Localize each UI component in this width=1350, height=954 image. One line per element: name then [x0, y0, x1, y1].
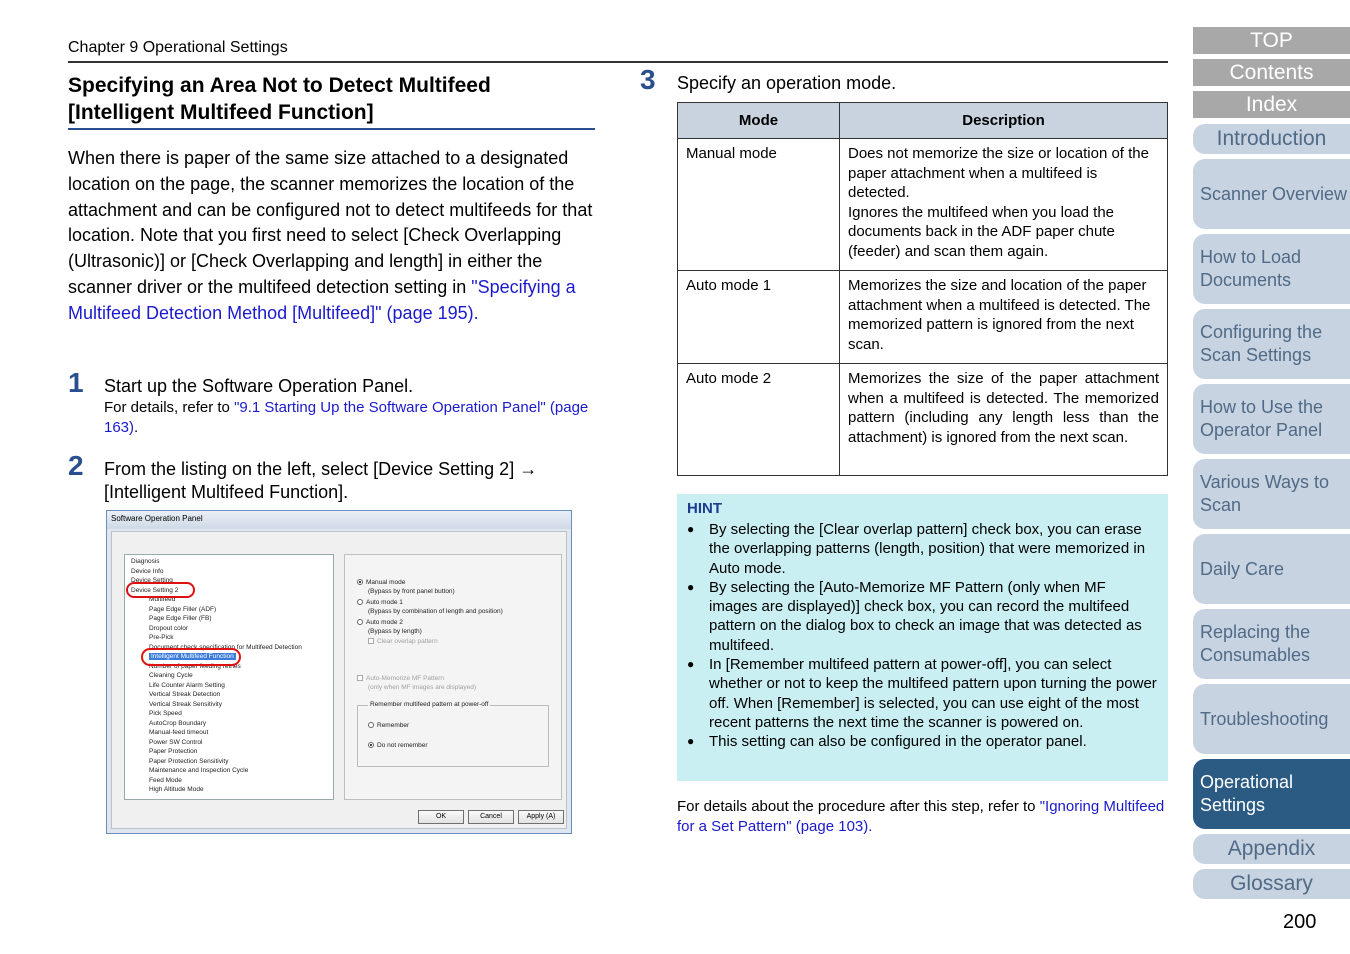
nav-various-ways-to-scan[interactable]: Various Ways to Scan	[1193, 459, 1350, 529]
intro-text: When there is paper of the same size attached to a designated location on the page, the scanner memorizes the location of the attachment and can be configured not to detect multifeeds for that location. Note that you first need to select [Check Overlapping (Ultrasonic)] or [Check Overlapping and length] in either the scanner driver or the multifeed detection setting in	[68, 148, 593, 297]
tree-item[interactable]: Device Info	[131, 567, 164, 575]
step-3-number: 3	[640, 64, 656, 95]
chapter-header: Chapter 9 Operational Settings	[68, 39, 288, 56]
tree-item[interactable]: Device Setting	[131, 577, 173, 584]
group-title: Remember multifeed pattern at power-off	[370, 701, 489, 708]
step-1-details-prefix: For details, refer to	[104, 399, 235, 416]
description-cell: Memorizes the size and location of the paper attachment when a multifeed is detected. The memorized pattern is ignored from the next scan.	[840, 271, 1168, 364]
nav-scanner-overview[interactable]: Scanner Overview	[1193, 159, 1350, 229]
tree-item[interactable]: Page Edge Filler (ADF)	[149, 605, 217, 613]
description-cell: Memorizes the size of the paper attachment when a multifeed is detected. The memorized pattern (including any length less than the attachment) is ignored from the next scan.	[840, 364, 1168, 476]
step-2-number: 2	[68, 450, 84, 481]
tree-item[interactable]: Paper Protection Sensitivity	[149, 757, 229, 765]
step-1-details	[104, 398, 594, 438]
tree-item[interactable]: Feed Mode	[149, 776, 182, 784]
radio-not-remember-label: Do not remember	[377, 742, 428, 749]
tree-item[interactable]: Power SW Control	[149, 738, 203, 746]
settings-tree	[124, 554, 334, 800]
auto-memorize-checkbox[interactable]	[357, 675, 444, 682]
column-header-mode: Mode	[678, 103, 840, 139]
clear-overlap-label: Clear overlap pattern	[377, 638, 438, 645]
tree-item[interactable]: Dropout color	[149, 624, 189, 632]
hint-box	[677, 494, 1168, 781]
nav-appendix[interactable]: Appendix	[1193, 834, 1350, 864]
starting-up-panel-link[interactable]: "9.1 Starting Up the Software Operation Panel" (page 163)	[104, 399, 589, 436]
tree-item[interactable]: Paper Protection	[149, 748, 198, 755]
auto-memorize-label: Auto-Memorize MF Pattern	[366, 675, 445, 682]
auto-mode-1-note: (Bypass by combination of length and position)	[368, 608, 503, 615]
section-title-line2: [Intelligent Multifeed Function]	[68, 101, 374, 124]
nav-operational-settings[interactable]: Operational Settings	[1193, 759, 1350, 829]
tree-item[interactable]: Pre-Pick	[149, 634, 174, 641]
mode-cell: Auto mode 2	[678, 364, 840, 476]
description-cell	[840, 139, 1168, 271]
nav-configuring-scan-settings[interactable]: Configuring the Scan Settings	[1193, 309, 1350, 379]
tree-item[interactable]: Document check specification for Multifeed Detection	[149, 643, 302, 651]
radio-manual-label: Manual mode	[366, 579, 406, 586]
checkbox-icon	[368, 638, 374, 644]
column-header-description: Description	[840, 103, 1168, 139]
ignoring-multifeed-link[interactable]: "Ignoring Multifeed for a Set Pattern" (page 103).	[677, 798, 1165, 835]
table-row	[678, 271, 1168, 364]
checkbox-icon	[357, 675, 363, 681]
multifeed-detection-link[interactable]: "Specifying a Multifeed Detection Method [Multifeed]" (page 195).	[68, 276, 576, 323]
title-underline	[68, 128, 595, 130]
tree-item[interactable]: Multifeed	[149, 596, 176, 603]
radio-auto-mode-1[interactable]	[357, 599, 403, 606]
intro-paragraph	[68, 146, 595, 327]
radio-selected-icon	[357, 579, 363, 585]
step-3-text: Specify an operation mode.	[677, 73, 897, 93]
step-1-text: Start up the Software Operation Panel.	[104, 376, 414, 396]
remember-pattern-group	[357, 701, 549, 767]
radio-remember[interactable]	[368, 722, 409, 729]
tree-item[interactable]: Manual-feed timeout	[149, 729, 209, 736]
hint-list	[687, 520, 1158, 752]
tree-item[interactable]: Cleaning Cycle	[149, 672, 193, 679]
description-text: Does not memorize the size or location of the paper attachment when a multifeed is detected.	[848, 145, 1149, 201]
after-step-paragraph	[677, 797, 1168, 837]
nav-replacing-consumables[interactable]: Replacing the Consumables	[1193, 609, 1350, 679]
highlight-ring-device-setting-2	[126, 582, 195, 598]
header-divider	[68, 61, 1168, 63]
tree-item[interactable]: Diagnosis	[131, 558, 160, 565]
tree-item[interactable]: Vertical Streak Detection	[149, 691, 221, 698]
tree-item-device-setting-2[interactable]: Device Setting 2	[131, 586, 179, 594]
tree-item[interactable]: AutoCrop Boundary	[149, 719, 207, 727]
ok-button[interactable]: OK	[418, 810, 464, 824]
radio-auto1-label: Auto mode 1	[366, 599, 403, 606]
radio-do-not-remember[interactable]	[368, 742, 428, 749]
nav-glossary[interactable]: Glossary	[1193, 869, 1350, 899]
apply-button[interactable]: Apply (A)	[518, 810, 564, 824]
mode-table	[677, 102, 1168, 476]
hint-title: HINT	[687, 500, 722, 517]
hint-item: ● By selecting the [Auto-Memorize MF Pattern (only when MF images are displayed)] check box, you can record the multifeed pattern on the dialog box to check an image that was detected as multifeed.	[687, 578, 1158, 655]
tree-item[interactable]: Page Edge Filler (FB)	[149, 615, 212, 622]
step-1-number: 1	[68, 367, 84, 398]
tree-item[interactable]: Pick Speed	[149, 710, 182, 717]
hint-item: ● In [Remember multifeed pattern at power-off], you can select whether or not to keep the multifeed pattern upon turning the power off. When [Remember] is selected, you can use eight of the most recent patterns the next time the scanner is powered on.	[687, 655, 1158, 732]
software-operation-panel-screenshot	[106, 510, 572, 834]
tree-item[interactable]: Life Counter Alarm Setting	[149, 681, 225, 689]
cancel-button[interactable]: Cancel	[468, 810, 514, 824]
nav-operator-panel[interactable]: How to Use the Operator Panel	[1193, 384, 1350, 454]
nav-index-button[interactable]: Index	[1193, 91, 1350, 118]
hint-item: ● This setting can also be configured in the operator panel.	[687, 732, 1158, 751]
nav-top-button[interactable]: TOP	[1193, 27, 1350, 54]
table-row	[678, 364, 1168, 476]
page-number: 200	[1283, 911, 1317, 933]
tree-item[interactable]: High Altitude Mode	[149, 786, 204, 793]
radio-selected-icon	[368, 742, 374, 748]
nav-how-to-load-documents[interactable]: How to Load Documents	[1193, 234, 1350, 304]
step-2-line1: From the listing on the left, select [Device Setting 2] →	[104, 459, 538, 479]
auto-mode-2-note: (Bypass by length)	[368, 628, 422, 635]
nav-introduction[interactable]: Introduction	[1193, 124, 1350, 154]
description-text: Ignores the multifeed when you load the documents back in the ADF paper chute (feeder) and scan them again.	[848, 203, 1115, 260]
dialog-body	[111, 531, 567, 829]
hint-item: ● By selecting the [Clear overlap pattern] check box, you can erase the overlapping patterns (length, position) that were memorized in Auto mode.	[687, 520, 1158, 578]
radio-auto-mode-2[interactable]	[357, 619, 403, 626]
section-title-line1: Specifying an Area Not to Detect Multifeed	[68, 74, 491, 97]
radio-icon	[357, 599, 363, 605]
tree-item[interactable]: Maintenance and Inspection Cycle	[149, 767, 249, 774]
table-header-row	[678, 103, 1168, 139]
manual-mode-note: (Bypass by front panel button)	[368, 588, 455, 595]
radio-remember-label: Remember	[377, 722, 410, 729]
step-2-line2: [Intelligent Multifeed Function].	[104, 482, 349, 502]
clear-overlap-checkbox[interactable]	[368, 638, 438, 645]
radio-auto2-label: Auto mode 2	[366, 619, 403, 626]
dialog-title: Software Operation Panel	[107, 511, 571, 529]
nav-daily-care[interactable]: Daily Care	[1193, 534, 1350, 604]
highlight-ring-intelligent-multifeed	[141, 648, 241, 666]
mode-cell: Manual mode	[678, 139, 840, 271]
step-1-details-suffix: .	[134, 419, 139, 436]
tree-item-intelligent-multifeed[interactable]: Intelligent Multifeed Function	[151, 653, 234, 660]
radio-icon	[368, 722, 374, 728]
after-step-text: For details about the procedure after this step, refer to	[677, 798, 1040, 815]
section-title	[68, 72, 595, 126]
mode-options-panel	[344, 554, 562, 800]
auto-memorize-note: (only when MF images are displayed)	[368, 684, 477, 691]
radio-icon	[357, 619, 363, 625]
table-row	[678, 139, 1168, 271]
mode-cell: Auto mode 1	[678, 271, 840, 364]
tree-item[interactable]: Number of paper feeding retries	[149, 662, 241, 670]
step-2-text	[104, 458, 594, 504]
tree-item[interactable]: Vertical Streak Sensitivity	[149, 700, 222, 708]
nav-troubleshooting[interactable]: Troubleshooting	[1193, 684, 1350, 754]
nav-contents-button[interactable]: Contents	[1193, 59, 1350, 86]
radio-manual-mode[interactable]	[357, 579, 405, 586]
